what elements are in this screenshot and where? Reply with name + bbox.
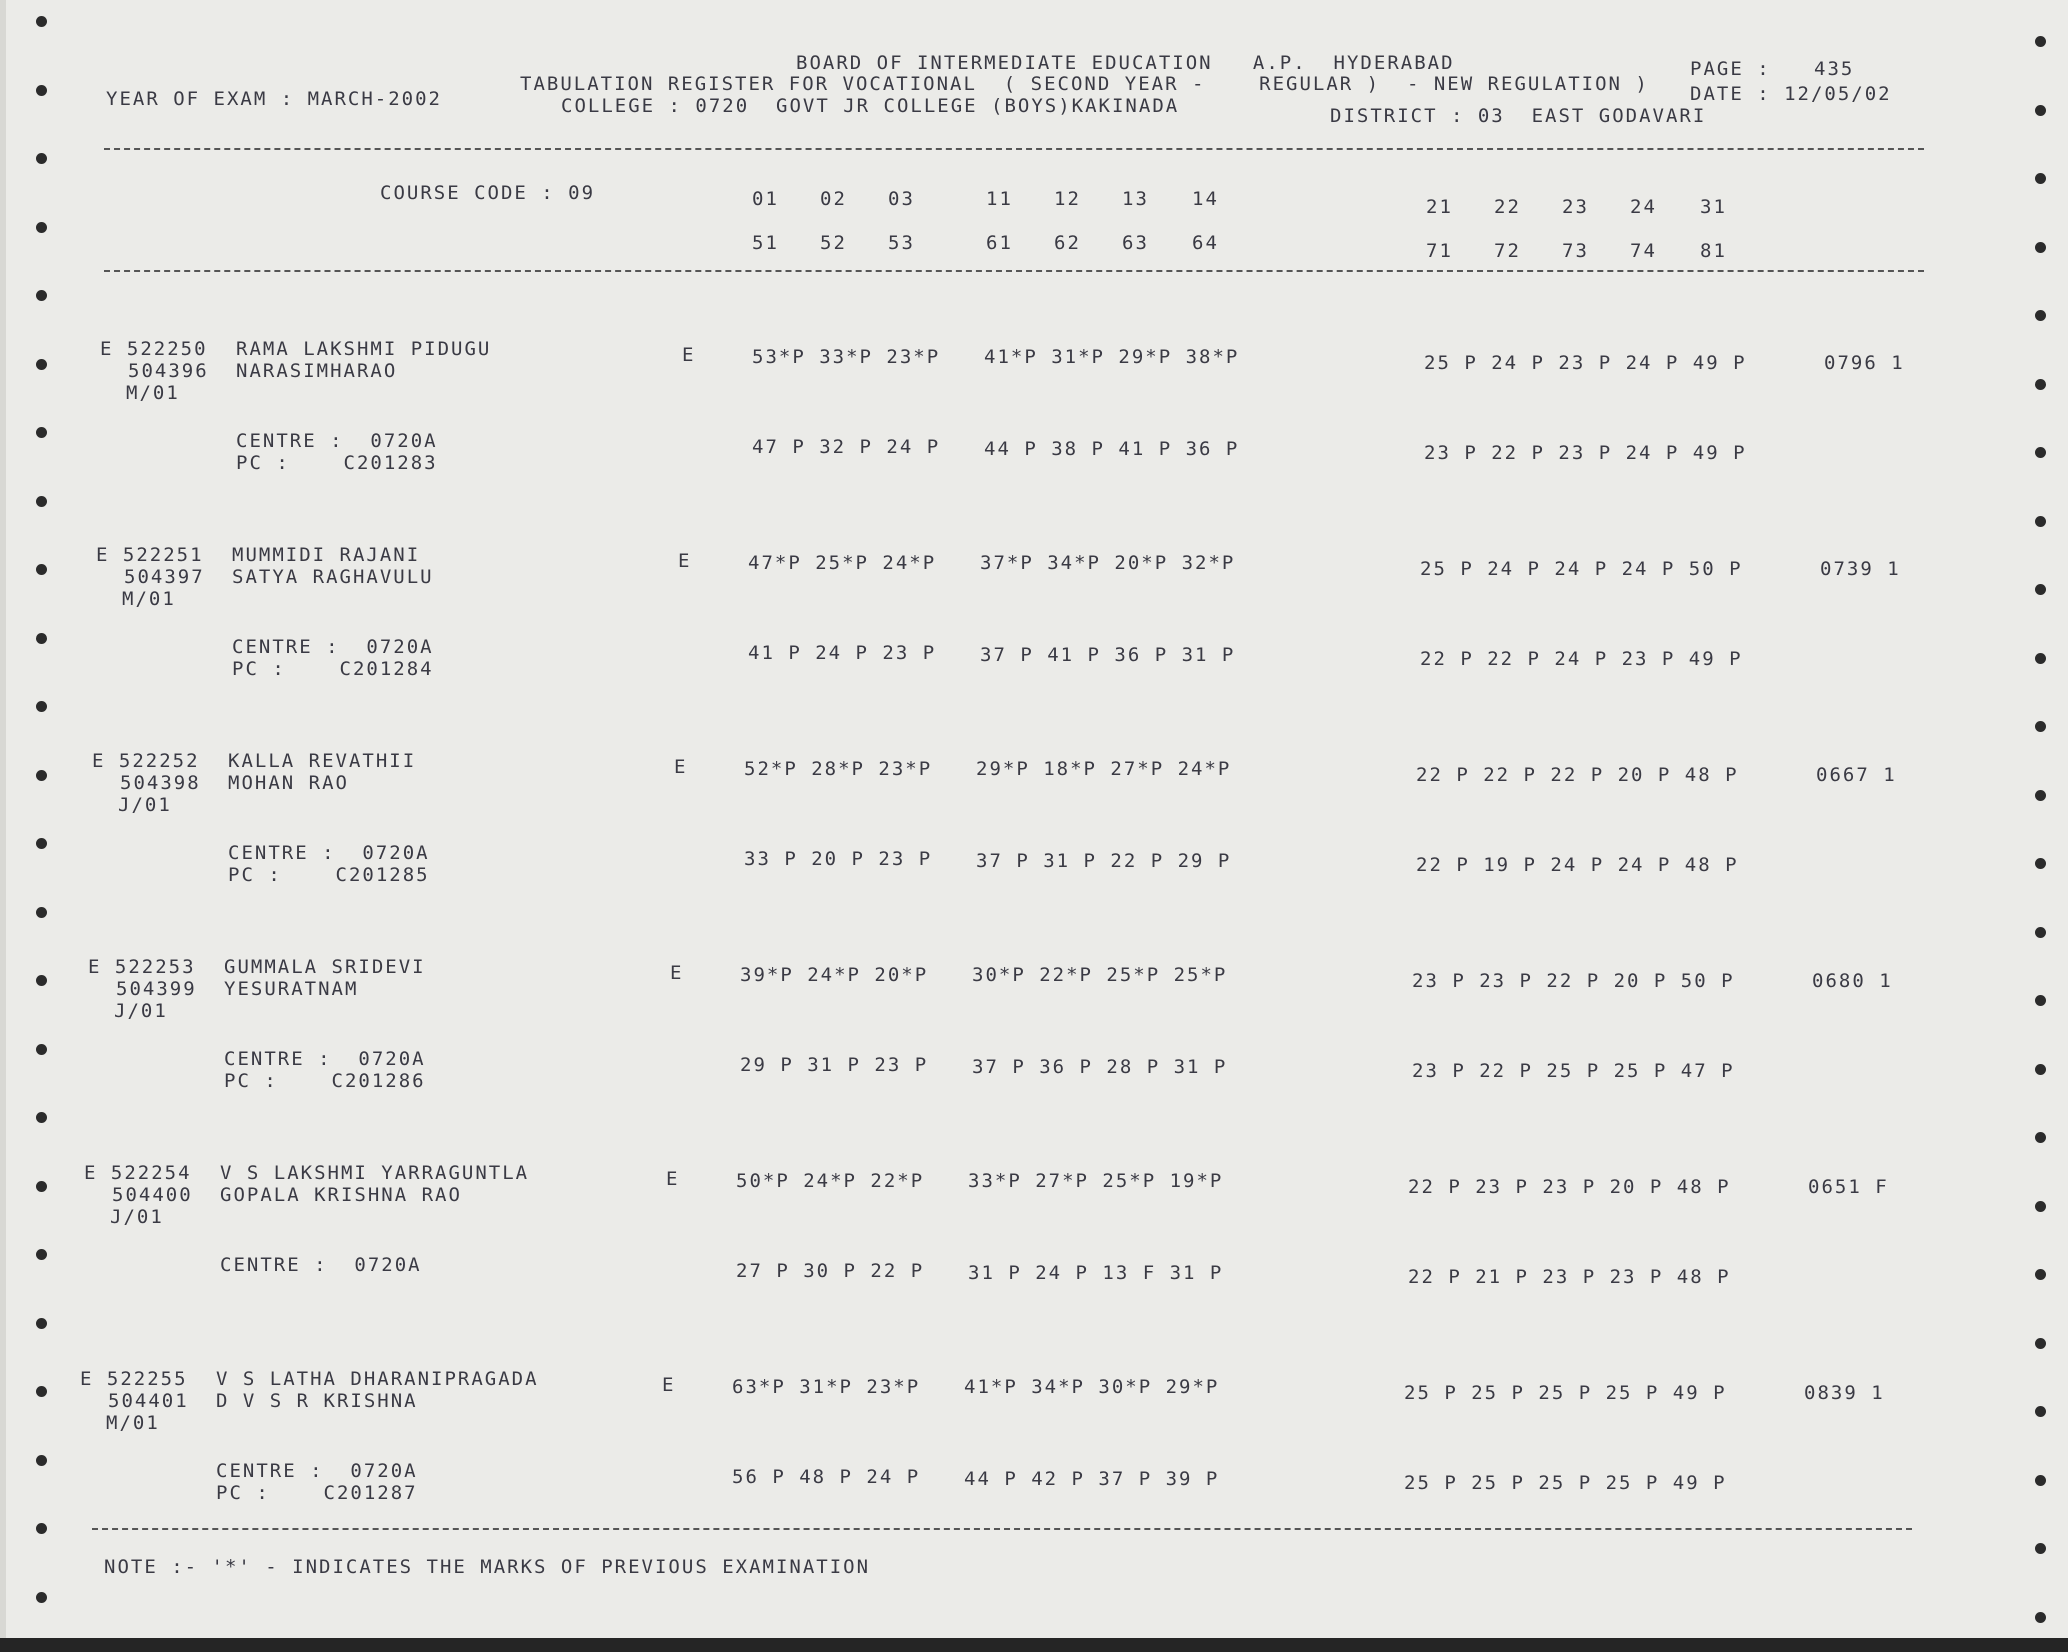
record-marks2-part3: 22 P 21 P 23 P 23 P 48 P (1408, 1266, 1731, 1288)
feed-hole (2035, 927, 2046, 938)
feed-hole (36, 359, 47, 370)
feed-hole (2035, 173, 2046, 184)
feed-hole (2035, 653, 2046, 664)
course-code-bottom: 52 (820, 232, 847, 254)
course-code-bottom: 74 (1630, 240, 1657, 262)
header-rule (104, 148, 1924, 150)
feed-hole (36, 1523, 47, 1534)
feed-hole (2035, 1338, 2046, 1349)
record-pc: PC : C201285 (228, 864, 430, 886)
record-centre: CENTRE : 0720A (224, 1048, 426, 1070)
record-marks2-part3: 22 P 22 P 24 P 23 P 49 P (1420, 648, 1743, 670)
record-centre: CENTRE : 0720A (216, 1460, 418, 1482)
feed-hole (36, 975, 47, 986)
feed-hole (36, 838, 47, 849)
record-reg-number: 504400 (112, 1184, 193, 1206)
course-code-top: 03 (888, 188, 915, 210)
course-code-bottom: 81 (1700, 240, 1727, 262)
paper-left-edge (0, 0, 6, 1652)
feed-hole (36, 770, 47, 781)
record-group: J/01 (114, 1000, 168, 1022)
record-reg-number: 504401 (108, 1390, 189, 1412)
course-code-top: 31 (1700, 196, 1727, 218)
feed-hole (36, 496, 47, 507)
record-hall-ticket: E 522255 (80, 1368, 188, 1390)
course-code-bottom: 62 (1054, 232, 1081, 254)
record-reg-number: 504396 (128, 360, 209, 382)
course-code: COURSE CODE : 09 (380, 182, 596, 204)
feed-hole (36, 1181, 47, 1192)
record-father-name: SATYA RAGHAVULU (232, 566, 434, 588)
record-marks2-part2: 31 P 24 P 13 F 31 P (968, 1262, 1224, 1284)
feed-hole (2035, 1132, 2046, 1143)
record-marks-part1: 39*P 24*P 20*P (740, 964, 929, 986)
record-reg-number: 504397 (124, 566, 205, 588)
page-number: 435 (1814, 58, 1855, 80)
record-marks-part3: 23 P 23 P 22 P 20 P 50 P (1412, 970, 1735, 992)
record-marks2-part1: 56 P 48 P 24 P (732, 1466, 921, 1488)
record-father-name: D V S R KRISHNA (216, 1390, 418, 1412)
record-marks2-part1: 47 P 32 P 24 P (752, 436, 941, 458)
record-total: 0839 1 (1804, 1382, 1885, 1404)
record-reg-number: 504398 (120, 772, 201, 794)
record-marks-part2: 37*P 34*P 20*P 32*P (980, 552, 1236, 574)
record-name: V S LAKSHMI YARRAGUNTLA (220, 1162, 530, 1184)
course-code-top: 22 (1494, 196, 1521, 218)
feed-hole (36, 1455, 47, 1466)
page-label: PAGE : (1690, 58, 1771, 80)
note-text: NOTE :- '*' - INDICATES THE MARKS OF PREVIOUS EXAMINATION (104, 1556, 871, 1578)
course-code-top: 14 (1192, 188, 1219, 210)
record-hall-ticket: E 522254 (84, 1162, 192, 1184)
feed-hole (2035, 242, 2046, 253)
feed-hole (2035, 584, 2046, 595)
feed-hole (36, 1044, 47, 1055)
register-title: TABULATION REGISTER FOR VOCATIONAL ( SECOND YEAR - REGULAR ) - NEW REGULATION ) (520, 73, 1649, 95)
record-marks-part3: 25 P 24 P 24 P 24 P 50 P (1420, 558, 1743, 580)
record-marks-part3: 25 P 24 P 23 P 24 P 49 P (1424, 352, 1747, 374)
record-father-name: MOHAN RAO (228, 772, 349, 794)
feed-hole (36, 427, 47, 438)
record-hall-ticket: E 522251 (96, 544, 204, 566)
record-marks2-part2: 37 P 36 P 28 P 31 P (972, 1056, 1228, 1078)
record-group: J/01 (118, 794, 172, 816)
course-code-top: 23 (1562, 196, 1589, 218)
record-name: V S LATHA DHARANIPRAGADA (216, 1368, 539, 1390)
record-marks2-part1: 27 P 30 P 22 P (736, 1260, 925, 1282)
record-marks-part2: 41*P 34*P 30*P 29*P (964, 1376, 1220, 1398)
record-name: KALLA REVATHII (228, 750, 417, 772)
feed-hole (2035, 36, 2046, 47)
record-group: J/01 (110, 1206, 164, 1228)
record-total: 0739 1 (1820, 558, 1901, 580)
record-marks-part3: 25 P 25 P 25 P 25 P 49 P (1404, 1382, 1727, 1404)
feed-hole (2035, 1406, 2046, 1417)
course-code-bottom: 71 (1426, 240, 1453, 262)
record-group: M/01 (122, 588, 176, 610)
feed-hole (36, 1592, 47, 1603)
record-marks-part2: 30*P 22*P 25*P 25*P (972, 964, 1228, 986)
year-of-exam: YEAR OF EXAM : MARCH-2002 (106, 88, 442, 110)
course-code-bottom: 51 (752, 232, 779, 254)
footer-rule (92, 1528, 1912, 1530)
record-total: 0667 1 (1816, 764, 1897, 786)
feed-hole (36, 633, 47, 644)
feed-hole (2035, 1201, 2046, 1212)
record-hall-ticket: E 522253 (88, 956, 196, 978)
record-centre: CENTRE : 0720A (236, 430, 438, 452)
course-code-bottom: 64 (1192, 232, 1219, 254)
record-marks-part2: 41*P 31*P 29*P 38*P (984, 346, 1240, 368)
feed-hole (2035, 858, 2046, 869)
record-marks2-part3: 22 P 19 P 24 P 24 P 48 P (1416, 854, 1739, 876)
feed-hole (36, 564, 47, 575)
course-rule (104, 270, 1924, 272)
record-pc: PC : C201284 (232, 658, 434, 680)
record-marks-part3: 22 P 22 P 22 P 20 P 48 P (1416, 764, 1739, 786)
feed-hole (36, 907, 47, 918)
feed-hole (2035, 790, 2046, 801)
feed-hole (36, 1112, 47, 1123)
feed-hole (2035, 379, 2046, 390)
record-centre: CENTRE : 0720A (220, 1254, 422, 1276)
record-centre: CENTRE : 0720A (228, 842, 430, 864)
record-pc: PC : C201283 (236, 452, 438, 474)
course-code-bottom: 63 (1122, 232, 1149, 254)
feed-hole (36, 222, 47, 233)
feed-hole (2035, 995, 2046, 1006)
record-language: E (682, 344, 696, 366)
feed-hole (36, 701, 47, 712)
record-language: E (674, 756, 688, 778)
record-marks-part2: 33*P 27*P 25*P 19*P (968, 1170, 1224, 1192)
course-code-bottom: 73 (1562, 240, 1589, 262)
feed-hole (2035, 1475, 2046, 1486)
record-marks2-part2: 37 P 41 P 36 P 31 P (980, 644, 1236, 666)
record-hall-ticket: E 522250 (100, 338, 208, 360)
record-centre: CENTRE : 0720A (232, 636, 434, 658)
record-group: M/01 (106, 1412, 160, 1434)
record-marks-part1: 50*P 24*P 22*P (736, 1170, 925, 1192)
course-code-top: 24 (1630, 196, 1657, 218)
course-code-top: 01 (752, 188, 779, 210)
record-marks2-part1: 29 P 31 P 23 P (740, 1054, 929, 1076)
record-hall-ticket: E 522252 (92, 750, 200, 772)
record-language: E (666, 1168, 680, 1190)
record-marks-part2: 29*P 18*P 27*P 24*P (976, 758, 1232, 780)
feed-hole (2035, 1612, 2046, 1623)
course-code-top: 21 (1426, 196, 1453, 218)
record-pc: PC : C201286 (224, 1070, 426, 1092)
record-marks2-part2: 37 P 31 P 22 P 29 P (976, 850, 1232, 872)
record-marks2-part2: 44 P 38 P 41 P 36 P (984, 438, 1240, 460)
record-marks-part1: 47*P 25*P 24*P (748, 552, 937, 574)
background-edge (0, 1638, 2068, 1652)
board-title: BOARD OF INTERMEDIATE EDUCATION A.P. HYDERABAD (796, 52, 1455, 74)
record-father-name: GOPALA KRISHNA RAO (220, 1184, 462, 1206)
record-reg-number: 504399 (116, 978, 197, 1000)
feed-hole (2035, 516, 2046, 527)
record-total: 0651 F (1808, 1176, 1889, 1198)
feed-hole (36, 1318, 47, 1329)
record-marks2-part3: 23 P 22 P 25 P 25 P 47 P (1412, 1060, 1735, 1082)
feed-hole (36, 16, 47, 27)
feed-hole (36, 1249, 47, 1260)
record-group: M/01 (126, 382, 180, 404)
record-marks-part1: 52*P 28*P 23*P (744, 758, 933, 780)
record-marks2-part2: 44 P 42 P 37 P 39 P (964, 1468, 1220, 1490)
course-code-bottom: 61 (986, 232, 1013, 254)
course-code-top: 13 (1122, 188, 1149, 210)
record-pc: PC : C201287 (216, 1482, 418, 1504)
course-code-top: 02 (820, 188, 847, 210)
record-language: E (678, 550, 692, 572)
record-marks2-part1: 41 P 24 P 23 P (748, 642, 937, 664)
college-line: COLLEGE : 0720 GOVT JR COLLEGE (BOYS)KAKINADA (561, 95, 1180, 117)
feed-hole (36, 1386, 47, 1397)
record-name: MUMMIDI RAJANI (232, 544, 421, 566)
record-language: E (662, 1374, 676, 1396)
record-father-name: NARASIMHARAO (236, 360, 398, 382)
feed-hole (2035, 1543, 2046, 1554)
feed-hole (36, 153, 47, 164)
course-code-top: 11 (986, 188, 1013, 210)
feed-hole (2035, 310, 2046, 321)
record-marks-part1: 53*P 33*P 23*P (752, 346, 941, 368)
record-name: GUMMALA SRIDEVI (224, 956, 426, 978)
course-code-bottom: 72 (1494, 240, 1521, 262)
record-father-name: YESURATNAM (224, 978, 359, 1000)
record-marks2-part3: 23 P 22 P 23 P 24 P 49 P (1424, 442, 1747, 464)
district-line: DISTRICT : 03 EAST GODAVARI (1330, 105, 1707, 127)
feed-hole (2035, 1064, 2046, 1075)
record-marks-part3: 22 P 23 P 23 P 20 P 48 P (1408, 1176, 1731, 1198)
date-line: DATE : 12/05/02 (1690, 83, 1892, 105)
record-marks2-part1: 33 P 20 P 23 P (744, 848, 933, 870)
record-name: RAMA LAKSHMI PIDUGU (236, 338, 492, 360)
course-code-bottom: 53 (888, 232, 915, 254)
record-marks-part1: 63*P 31*P 23*P (732, 1376, 921, 1398)
record-language: E (670, 962, 684, 984)
record-total: 0796 1 (1824, 352, 1905, 374)
feed-hole (2035, 1269, 2046, 1280)
record-total: 0680 1 (1812, 970, 1893, 992)
record-marks2-part3: 25 P 25 P 25 P 25 P 49 P (1404, 1472, 1727, 1494)
feed-hole (36, 85, 47, 96)
feed-hole (2035, 447, 2046, 458)
feed-hole (2035, 105, 2046, 116)
feed-hole (2035, 721, 2046, 732)
course-code-top: 12 (1054, 188, 1081, 210)
feed-hole (36, 290, 47, 301)
